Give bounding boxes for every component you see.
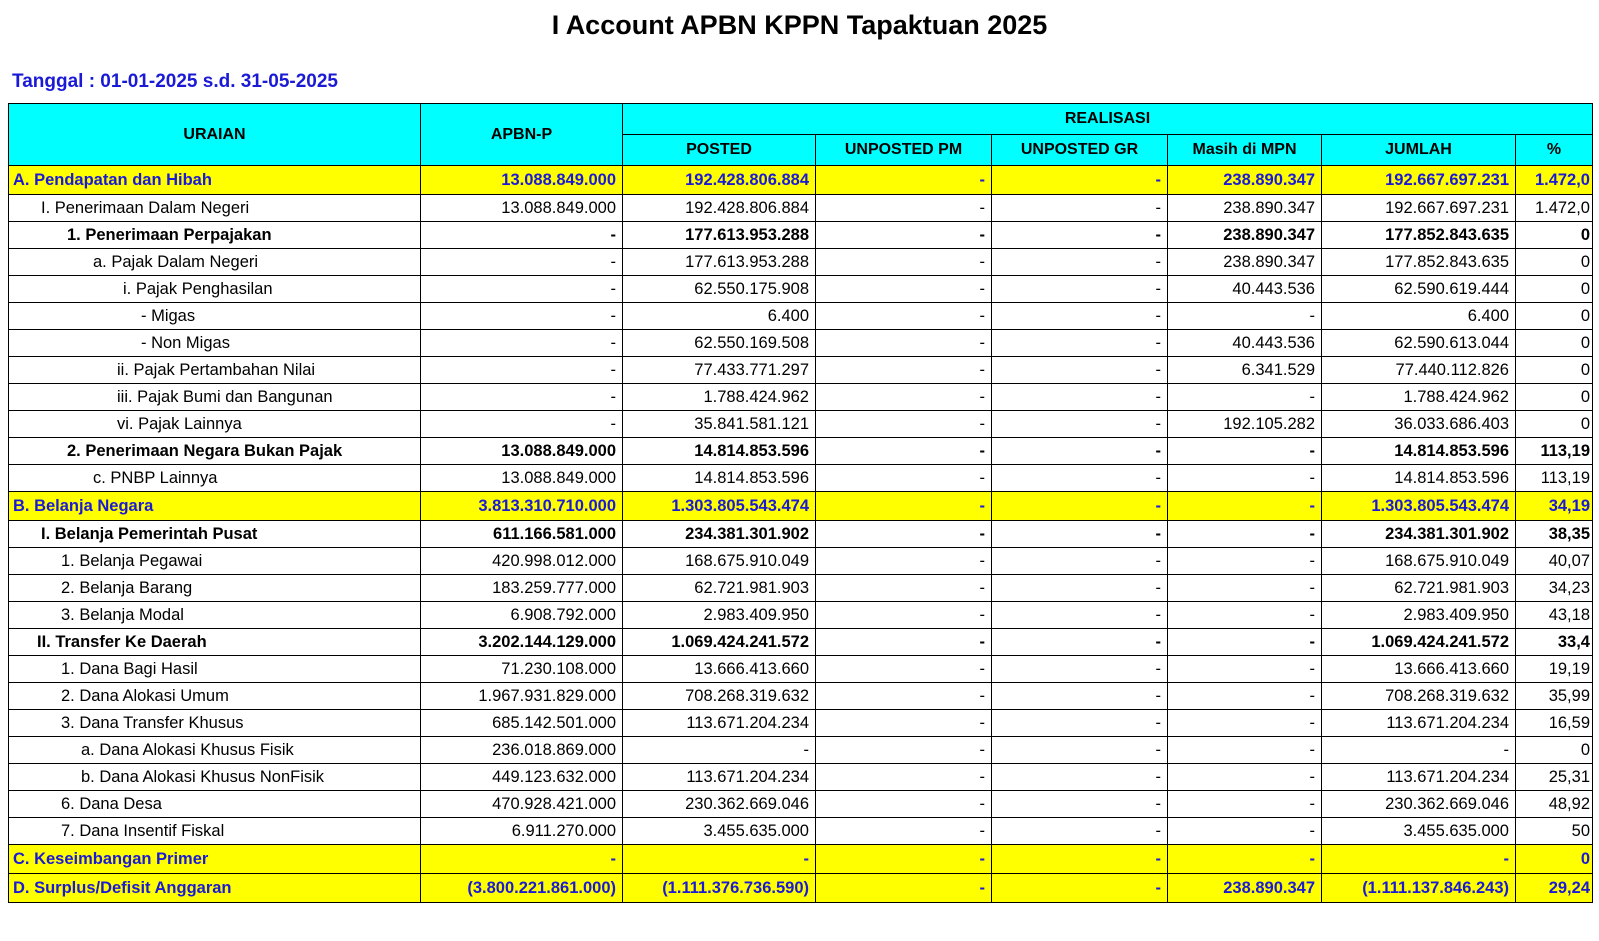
table-row <box>9 195 1593 222</box>
header-uraian: URAIAN <box>9 104 421 166</box>
cell-jumlah: 62.590.613.044 <box>1322 330 1516 357</box>
cell-mpn: 238.890.347 <box>1168 166 1322 195</box>
table-row <box>9 492 1593 521</box>
table-row <box>9 249 1593 276</box>
cell-posted: 35.841.581.121 <box>623 411 816 438</box>
cell-pct: 0 <box>1516 411 1593 438</box>
cell-posted: - <box>623 845 816 874</box>
row-label: 2. Penerimaan Negara Bukan Pajak <box>9 438 421 465</box>
cell-pct: 50 <box>1516 818 1593 845</box>
table-row <box>9 602 1593 629</box>
row-label: - Non Migas <box>9 330 421 357</box>
cell-unposted-pm: - <box>816 629 992 656</box>
table-row <box>9 710 1593 737</box>
cell-unposted-gr: - <box>992 276 1168 303</box>
table-row <box>9 222 1593 249</box>
cell-apbn: - <box>421 303 623 330</box>
cell-unposted-gr: - <box>992 845 1168 874</box>
cell-unposted-gr: - <box>992 521 1168 548</box>
cell-unposted-gr: - <box>992 874 1168 903</box>
cell-unposted-gr: - <box>992 330 1168 357</box>
cell-apbn: 13.088.849.000 <box>421 438 623 465</box>
cell-apbn: 3.813.310.710.000 <box>421 492 623 521</box>
header-unposted-gr: UNPOSTED GR <box>992 135 1168 166</box>
cell-unposted-gr: - <box>992 818 1168 845</box>
cell-pct: 113,19 <box>1516 465 1593 492</box>
row-label: - Migas <box>9 303 421 330</box>
cell-apbn: 449.123.632.000 <box>421 764 623 791</box>
row-label: B. Belanja Negara <box>9 492 421 521</box>
cell-jumlah: 192.667.697.231 <box>1322 166 1516 195</box>
cell-unposted-gr: - <box>992 411 1168 438</box>
cell-mpn: 238.890.347 <box>1168 195 1322 222</box>
cell-pct: 0 <box>1516 249 1593 276</box>
table-row <box>9 438 1593 465</box>
cell-unposted-pm: - <box>816 710 992 737</box>
cell-mpn: 192.105.282 <box>1168 411 1322 438</box>
header-apbn: APBN-P <box>421 104 623 166</box>
cell-unposted-pm: - <box>816 438 992 465</box>
cell-pct: 29,24 <box>1516 874 1593 903</box>
cell-jumlah: 113.671.204.234 <box>1322 710 1516 737</box>
cell-pct: 19,19 <box>1516 656 1593 683</box>
report-title: I Account APBN KPPN Tapaktuan 2025 <box>551 10 1048 40</box>
cell-mpn: - <box>1168 465 1322 492</box>
cell-pct: 0 <box>1516 303 1593 330</box>
row-label: a. Pajak Dalam Negeri <box>9 249 421 276</box>
cell-unposted-pm: - <box>816 764 992 791</box>
row-label: 2. Dana Alokasi Umum <box>9 683 421 710</box>
row-label: D. Surplus/Defisit Anggaran <box>9 874 421 903</box>
cell-unposted-pm: - <box>816 548 992 575</box>
cell-unposted-gr: - <box>992 629 1168 656</box>
cell-pct: 25,31 <box>1516 764 1593 791</box>
cell-unposted-gr: - <box>992 222 1168 249</box>
cell-pct: 1.472,0 <box>1516 195 1593 222</box>
cell-jumlah: 2.983.409.950 <box>1322 602 1516 629</box>
cell-unposted-pm: - <box>816 575 992 602</box>
cell-pct: 1.472,0 <box>1516 166 1593 195</box>
cell-mpn: - <box>1168 683 1322 710</box>
cell-pct: 43,18 <box>1516 602 1593 629</box>
cell-jumlah: 36.033.686.403 <box>1322 411 1516 438</box>
cell-pct: 48,92 <box>1516 791 1593 818</box>
cell-apbn: 13.088.849.000 <box>421 166 623 195</box>
cell-posted: 177.613.953.288 <box>623 249 816 276</box>
cell-mpn: 40.443.536 <box>1168 276 1322 303</box>
cell-posted: 192.428.806.884 <box>623 195 816 222</box>
table-row <box>9 575 1593 602</box>
cell-pct: 0 <box>1516 845 1593 874</box>
table-row <box>9 521 1593 548</box>
table-row <box>9 384 1593 411</box>
table-row <box>9 548 1593 575</box>
cell-apbn: 183.259.777.000 <box>421 575 623 602</box>
cell-jumlah: 177.852.843.635 <box>1322 249 1516 276</box>
cell-unposted-gr: - <box>992 384 1168 411</box>
cell-pct: 34,23 <box>1516 575 1593 602</box>
cell-posted: 113.671.204.234 <box>623 764 816 791</box>
cell-apbn: - <box>421 222 623 249</box>
cell-unposted-gr: - <box>992 548 1168 575</box>
cell-jumlah: 230.362.669.046 <box>1322 791 1516 818</box>
cell-apbn: - <box>421 384 623 411</box>
cell-mpn: 238.890.347 <box>1168 222 1322 249</box>
header-realisasi: REALISASI <box>623 104 1593 135</box>
cell-unposted-pm: - <box>816 602 992 629</box>
cell-jumlah: 1.788.424.962 <box>1322 384 1516 411</box>
cell-unposted-pm: - <box>816 845 992 874</box>
table-body <box>9 166 1593 903</box>
header-jumlah: JUMLAH <box>1322 135 1516 166</box>
cell-mpn: 238.890.347 <box>1168 874 1322 903</box>
cell-unposted-pm: - <box>816 195 992 222</box>
cell-posted: 3.455.635.000 <box>623 818 816 845</box>
cell-apbn: 13.088.849.000 <box>421 195 623 222</box>
cell-mpn: - <box>1168 629 1322 656</box>
row-label: A. Pendapatan dan Hibah <box>9 166 421 195</box>
row-label: ii. Pajak Pertambahan Nilai <box>9 357 421 384</box>
cell-pct: 113,19 <box>1516 438 1593 465</box>
cell-unposted-gr: - <box>992 195 1168 222</box>
cell-unposted-gr: - <box>992 683 1168 710</box>
cell-posted: 113.671.204.234 <box>623 710 816 737</box>
cell-posted: 234.381.301.902 <box>623 521 816 548</box>
cell-mpn: - <box>1168 710 1322 737</box>
row-label: 3. Dana Transfer Khusus <box>9 710 421 737</box>
row-label: b. Dana Alokasi Khusus NonFisik <box>9 764 421 791</box>
cell-unposted-pm: - <box>816 303 992 330</box>
cell-apbn: - <box>421 357 623 384</box>
cell-apbn: 6.911.270.000 <box>421 818 623 845</box>
cell-pct: 40,07 <box>1516 548 1593 575</box>
cell-jumlah: 1.303.805.543.474 <box>1322 492 1516 521</box>
row-label: I. Penerimaan Dalam Negeri <box>9 195 421 222</box>
cell-jumlah: 6.400 <box>1322 303 1516 330</box>
cell-unposted-pm: - <box>816 384 992 411</box>
cell-unposted-gr: - <box>992 737 1168 764</box>
cell-posted: 14.814.853.596 <box>623 438 816 465</box>
cell-unposted-pm: - <box>816 166 992 195</box>
cell-unposted-gr: - <box>992 465 1168 492</box>
cell-unposted-pm: - <box>816 874 992 903</box>
cell-unposted-pm: - <box>816 330 992 357</box>
cell-apbn: - <box>421 276 623 303</box>
cell-unposted-gr: - <box>992 357 1168 384</box>
cell-unposted-pm: - <box>816 411 992 438</box>
header-posted: POSTED <box>623 135 816 166</box>
cell-pct: 38,35 <box>1516 521 1593 548</box>
cell-pct: 16,59 <box>1516 710 1593 737</box>
table-row <box>9 791 1593 818</box>
cell-mpn: - <box>1168 791 1322 818</box>
table-row <box>9 465 1593 492</box>
cell-mpn: - <box>1168 602 1322 629</box>
cell-jumlah: 234.381.301.902 <box>1322 521 1516 548</box>
cell-pct: 0 <box>1516 737 1593 764</box>
cell-posted: 6.400 <box>623 303 816 330</box>
cell-jumlah: 3.455.635.000 <box>1322 818 1516 845</box>
row-label: 2. Belanja Barang <box>9 575 421 602</box>
cell-jumlah: 192.667.697.231 <box>1322 195 1516 222</box>
cell-mpn: - <box>1168 521 1322 548</box>
cell-mpn: - <box>1168 303 1322 330</box>
cell-jumlah: 62.590.619.444 <box>1322 276 1516 303</box>
cell-jumlah: 14.814.853.596 <box>1322 465 1516 492</box>
cell-unposted-pm: - <box>816 492 992 521</box>
row-label: 1. Belanja Pegawai <box>9 548 421 575</box>
row-label: 7. Dana Insentif Fiskal <box>9 818 421 845</box>
row-label: II. Transfer Ke Daerah <box>9 629 421 656</box>
table-row <box>9 357 1593 384</box>
cell-unposted-pm: - <box>816 737 992 764</box>
cell-apbn: 420.998.012.000 <box>421 548 623 575</box>
cell-unposted-pm: - <box>816 222 992 249</box>
table-row <box>9 818 1593 845</box>
cell-posted: 168.675.910.049 <box>623 548 816 575</box>
cell-jumlah: 177.852.843.635 <box>1322 222 1516 249</box>
cell-posted: 230.362.669.046 <box>623 791 816 818</box>
cell-unposted-gr: - <box>992 303 1168 330</box>
cell-unposted-gr: - <box>992 492 1168 521</box>
cell-apbn: 236.018.869.000 <box>421 737 623 764</box>
cell-apbn: 611.166.581.000 <box>421 521 623 548</box>
date-range: Tanggal : 01-01-2025 s.d. 31-05-2025 <box>12 71 338 92</box>
table-row <box>9 683 1593 710</box>
cell-posted: (1.111.376.736.590) <box>623 874 816 903</box>
cell-unposted-gr: - <box>992 656 1168 683</box>
cell-mpn: 238.890.347 <box>1168 249 1322 276</box>
cell-pct: 33,4 <box>1516 629 1593 656</box>
cell-apbn: 71.230.108.000 <box>421 656 623 683</box>
cell-apbn: (3.800.221.861.000) <box>421 874 623 903</box>
cell-pct: 0 <box>1516 357 1593 384</box>
cell-unposted-pm: - <box>816 357 992 384</box>
cell-apbn: 685.142.501.000 <box>421 710 623 737</box>
cell-jumlah: (1.111.137.846.243) <box>1322 874 1516 903</box>
cell-pct: 34,19 <box>1516 492 1593 521</box>
cell-pct: 0 <box>1516 276 1593 303</box>
cell-unposted-gr: - <box>992 575 1168 602</box>
row-label: vi. Pajak Lainnya <box>9 411 421 438</box>
cell-mpn: - <box>1168 764 1322 791</box>
header-mpn: Masih di MPN <box>1168 135 1322 166</box>
cell-posted: 192.428.806.884 <box>623 166 816 195</box>
cell-jumlah: 113.671.204.234 <box>1322 764 1516 791</box>
cell-posted: 1.069.424.241.572 <box>623 629 816 656</box>
cell-mpn: - <box>1168 575 1322 602</box>
header-unposted-pm: UNPOSTED PM <box>816 135 992 166</box>
header-pct: % <box>1516 135 1593 166</box>
cell-unposted-pm: - <box>816 521 992 548</box>
row-label: a. Dana Alokasi Khusus Fisik <box>9 737 421 764</box>
cell-posted: 1.788.424.962 <box>623 384 816 411</box>
cell-unposted-pm: - <box>816 249 992 276</box>
cell-jumlah: 62.721.981.903 <box>1322 575 1516 602</box>
cell-unposted-pm: - <box>816 818 992 845</box>
cell-unposted-pm: - <box>816 791 992 818</box>
cell-posted: 13.666.413.660 <box>623 656 816 683</box>
apbn-table <box>8 103 1593 903</box>
cell-posted: - <box>623 737 816 764</box>
cell-unposted-pm: - <box>816 683 992 710</box>
cell-mpn: - <box>1168 656 1322 683</box>
row-label: i. Pajak Penghasilan <box>9 276 421 303</box>
cell-mpn: - <box>1168 438 1322 465</box>
cell-mpn: - <box>1168 845 1322 874</box>
row-label: 1. Penerimaan Perpajakan <box>9 222 421 249</box>
cell-pct: 0 <box>1516 222 1593 249</box>
table-row <box>9 411 1593 438</box>
table-row <box>9 629 1593 656</box>
cell-apbn: 6.908.792.000 <box>421 602 623 629</box>
cell-apbn: - <box>421 249 623 276</box>
table-row <box>9 874 1593 903</box>
cell-posted: 1.303.805.543.474 <box>623 492 816 521</box>
row-label: c. PNBP Lainnya <box>9 465 421 492</box>
table-row <box>9 330 1593 357</box>
cell-apbn: - <box>421 411 623 438</box>
cell-mpn: - <box>1168 548 1322 575</box>
cell-unposted-pm: - <box>816 465 992 492</box>
cell-apbn: - <box>421 330 623 357</box>
cell-jumlah: 168.675.910.049 <box>1322 548 1516 575</box>
cell-jumlah: 13.666.413.660 <box>1322 656 1516 683</box>
cell-unposted-gr: - <box>992 791 1168 818</box>
cell-unposted-gr: - <box>992 602 1168 629</box>
cell-posted: 177.613.953.288 <box>623 222 816 249</box>
cell-jumlah: - <box>1322 845 1516 874</box>
row-label: C. Keseimbangan Primer <box>9 845 421 874</box>
row-label: 3. Belanja Modal <box>9 602 421 629</box>
cell-pct: 0 <box>1516 384 1593 411</box>
cell-mpn: - <box>1168 492 1322 521</box>
cell-jumlah: 77.440.112.826 <box>1322 357 1516 384</box>
cell-apbn: 470.928.421.000 <box>421 791 623 818</box>
table-row <box>9 276 1593 303</box>
cell-apbn: 13.088.849.000 <box>421 465 623 492</box>
table-row <box>9 845 1593 874</box>
cell-unposted-gr: - <box>992 438 1168 465</box>
cell-jumlah: 708.268.319.632 <box>1322 683 1516 710</box>
cell-mpn: 40.443.536 <box>1168 330 1322 357</box>
cell-unposted-gr: - <box>992 249 1168 276</box>
cell-pct: 35,99 <box>1516 683 1593 710</box>
cell-apbn: 3.202.144.129.000 <box>421 629 623 656</box>
cell-unposted-pm: - <box>816 656 992 683</box>
cell-unposted-gr: - <box>992 710 1168 737</box>
cell-mpn: 6.341.529 <box>1168 357 1322 384</box>
cell-posted: 77.433.771.297 <box>623 357 816 384</box>
cell-pct: 0 <box>1516 330 1593 357</box>
table-row <box>9 166 1593 195</box>
row-label: iii. Pajak Bumi dan Bangunan <box>9 384 421 411</box>
cell-apbn: - <box>421 845 623 874</box>
cell-mpn: - <box>1168 384 1322 411</box>
table-row <box>9 737 1593 764</box>
cell-posted: 14.814.853.596 <box>623 465 816 492</box>
cell-mpn: - <box>1168 818 1322 845</box>
cell-posted: 2.983.409.950 <box>623 602 816 629</box>
cell-mpn: - <box>1168 737 1322 764</box>
cell-unposted-gr: - <box>992 166 1168 195</box>
cell-jumlah: - <box>1322 737 1516 764</box>
cell-jumlah: 1.069.424.241.572 <box>1322 629 1516 656</box>
cell-posted: 62.550.175.908 <box>623 276 816 303</box>
cell-apbn: 1.967.931.829.000 <box>421 683 623 710</box>
cell-unposted-pm: - <box>816 276 992 303</box>
cell-posted: 62.550.169.508 <box>623 330 816 357</box>
table-row <box>9 656 1593 683</box>
table-row <box>9 303 1593 330</box>
cell-posted: 708.268.319.632 <box>623 683 816 710</box>
table-row <box>9 764 1593 791</box>
cell-posted: 62.721.981.903 <box>623 575 816 602</box>
row-label: I. Belanja Pemerintah Pusat <box>9 521 421 548</box>
cell-unposted-gr: - <box>992 764 1168 791</box>
row-label: 1. Dana Bagi Hasil <box>9 656 421 683</box>
cell-jumlah: 14.814.853.596 <box>1322 438 1516 465</box>
row-label: 6. Dana Desa <box>9 791 421 818</box>
